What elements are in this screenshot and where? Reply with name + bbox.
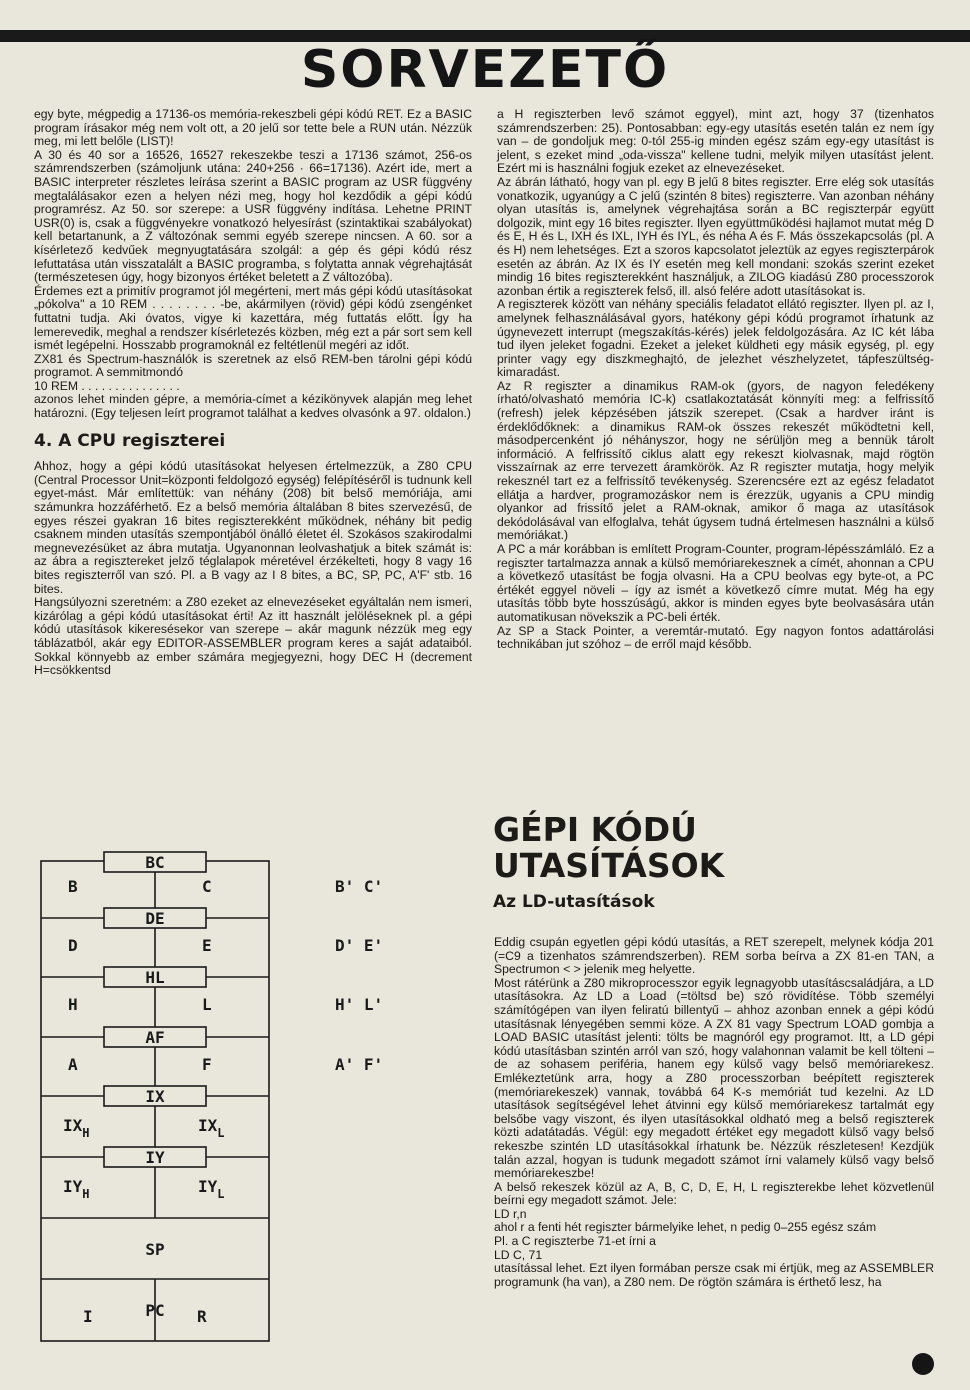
paragraph: Eddig csupán egyetlen gépi kódú utasítás, a RET szerepelt, melynek kódja 201 (=C9 a tizenhatos számrendszerben). REM sorba beírva a ZX 81-en TAN, a Spectrumon < > jelenik meg helyette. bbox=[494, 935, 934, 977]
pair-label: HL bbox=[145, 968, 165, 987]
register-iyl: $IY_L$ bbox=[198, 1177, 225, 1201]
paragraph: a H regiszterben levő számot eggyel), mint azt, hogy 37 (tizenhatos számrendszerben: 25). Pontosabban: egy-egy utasítás esetén talán ez nem így van – de gondoljuk meg: 0-tól 255-ig minden egész szám egy-egy utasítást is jelent, s ezeket mind „oda-vissza" kellene tudni, melyik milyen utasítást jelent. Ezért mi is használni fogjuk ezeket az elnevezéseket. bbox=[497, 107, 934, 176]
paragraph: 10 REM . . . . . . . . . . . . . . . bbox=[34, 378, 180, 393]
pair-label: AF bbox=[145, 1028, 165, 1047]
register-sp: SP bbox=[145, 1240, 165, 1259]
pair-label: IY bbox=[145, 1148, 165, 1167]
register-i: I bbox=[83, 1307, 93, 1326]
paragraph: Most rátérünk a Z80 mikroprocesszor egyik legnagyobb utasításcsaládjára, a LD utasításokra. Az LD a Load (=töltsd be) szó rövidítése. Több személyi számítógépen van ilyen feliratú billentyű – ahhoz azonban ennek a gépi kódú utasításnak lényegében semmi köze. A ZX 81 vagy Spectrum LOAD gombja a LOAD BASIC utasítást jelenti: tölts be magnóról egy programot. Itt, a LD gépi kódú utasításban szintén arról van szó, hogy valahonnan valamit be kell tölteni – de az sohasem periféria, hanem egy külső vagy belső memóriarekesz. Emlékeztetünk arra, hogy a Z80 processzorban beépített regiszterek (memóriarekeszek) vannak, továbbá 64 K-s memóriát tud kezelni. Az LD utasítások segítségével lehet átvinni egy külső memóriarekesz tartalmát egy belsőbe vagy viszont, és ilyen utasításokkal oldható meg a belső regiszterek közti adatátadás. Végül: egy megadott értéket egy megadott külső vagy belső rekeszbe szintén LD utasításokkal írhatunk be. Nézzük részletesen! Kezdjük talán azzal, hogyan is tudunk megadott számot írni valamely külső vagy belső memóriarekeszbe! bbox=[494, 975, 934, 1181]
paragraph: Pl. a C regiszterbe 71-et írni a bbox=[494, 1234, 656, 1249]
register-b: B bbox=[68, 877, 78, 896]
register-d: D bbox=[68, 936, 78, 955]
register-pc: PC bbox=[145, 1301, 165, 1320]
register-d-alt: D' E' bbox=[335, 936, 384, 955]
paragraph: A regiszterek között van néhány speciális feladatot ellátó regiszter. Ilyen pl. az I, amelynek felhasználásával gyors, hatékony gépi kódú programot írhatunk az úgynevezett interrupt (megszakítás-kérés) jelek feldolgozására. Az IC két lába tud ilyen jeleket fogadni. Ezeket a jeleket küldheti egy másik egység, pl. egy printer vagy egy diszkmeghajtó, de jelezhet vészhelyzetet, tápfeszültség-kimaradást. bbox=[497, 297, 934, 380]
section-heading: 4. A CPU regiszterei bbox=[34, 430, 226, 451]
right-column bbox=[497, 108, 934, 652]
paragraph: Hangsúlyozni szeretném: a Z80 ezeket az elnevezéseket egyáltalán nem ismeri, kizárólag a gépi kódú utasításokat érti! Az itt használt jelöléseknek pl. a gépi kódú utasítások kikeresésekor van szerepe – akár magunk nézzük meg egy táblázatból, akár egy EDITOR-ASSEMBLER program keres a saját adataiból. Sokkal könnyebb az ember számára megjegyezni, hogy DEC H (decrement H=csökkentsd bbox=[34, 595, 472, 678]
register-a: A bbox=[68, 1055, 78, 1074]
paragraph: egy byte, mégpedig a 17136-os memória-rekeszbeli gépi kódú RET. Ez a BASIC program írásakor még nem volt ott, a 20 jelű sor tette bele a RUN után. Nézzük meg, mi lett belőle (LIST)! bbox=[34, 107, 472, 149]
register-c: C bbox=[202, 877, 212, 896]
pair-label: BC bbox=[145, 853, 165, 872]
register-e: E bbox=[202, 936, 212, 955]
paragraph: ahol r a fenti hét regiszter bármelyike lehet, n pedig 0–255 egész szám bbox=[494, 1220, 877, 1235]
code-line: LD r,n bbox=[494, 1206, 527, 1221]
ld-section bbox=[494, 936, 934, 1289]
left-column bbox=[34, 108, 472, 678]
register-a-alt: A' F' bbox=[335, 1055, 384, 1074]
end-bullet bbox=[912, 1353, 934, 1375]
register-ixh: $IX_H$ bbox=[63, 1116, 90, 1140]
register-h: H bbox=[68, 995, 78, 1014]
pair-label: IX bbox=[145, 1087, 165, 1106]
paragraph: Ahhoz, hogy a gépi kódú utasításokat helyesen értelmezzük, a Z80 CPU (Central Processor Unit=központi feldolgozó egység) felépítéséről is tudnunk kell egyet-mást. Már említettük: van néhány (208) bit belső memóriája, ami számunkra hozzáférhető. Ez a belső memória általában 8 bites szervezésű, de egyes részei gyakran 16 bites regiszterekként működnek, néhány bit pedig csaknem minden utasítás szempontjából önálló életet él. Szokásos szakirodalmi megnevezésüket az ábra mutatja. Ugyanonnan leolvashatjuk a bitek számát is: az ábra a regisztereket jelző téglalapok méretével érzékelteti, hogy 8 vagy 16 bites regiszterről van szó. Pl. a B vagy az I 8 bites, a BC, SP, PC, A'F' stb. 16 bites. bbox=[34, 459, 472, 596]
register-r: R bbox=[197, 1307, 207, 1326]
code-line: LD C, 71 bbox=[494, 1247, 543, 1262]
paragraph: azonos lehet minden gépre, a memória-címet a kézikönyvek alapján meg lehet határozni. (Egy teljesen leírt programot találhat a kedves olvasónk a 97. oldalon.) bbox=[34, 392, 472, 421]
paragraph: Az R regiszter a dinamikus RAM-ok (gyors, de nagyon feledékeny írható/olvasható memória IC-k) csatlakoztatását könnyíti meg: a felfrissítő (refresh) jelek képzésében játszik szerepet. (Csak a hardver iránt is érdeklődőknek: a dinamikus RAM-ok összes rekeszét működtetni kell, másodpercenként jó néhányszor, hogy ne sérüljön meg a bennük tárolt információ. A felfrissítő ciklus alatt egy rekeszt kiolvasnak, majd rögtön visszaírnak az erre tervezett áramkörök. Az R regiszter mutatja, hogy melyik rekesznél tart ez a felfrissítő tevékenység. Szerencsére ezt az egész feladatot ellátja a hardver, programozáskor nem is érezzük, ugyanis a CPU mindig olyankor ad frissítő jelet a RAM-oknak, amikor ő maga az utasítások dekódolásával van elfoglalva, tehát úgysem tudná értelmesen használni a külső memóriákat.) bbox=[497, 378, 934, 543]
pair-label: DE bbox=[145, 909, 165, 928]
paragraph: Az SP a Stack Pointer, a veremtár-mutató. Egy nagyon fontos adattárolási technikában jut szóhoz – de erről majd később. bbox=[497, 623, 934, 652]
paragraph: utasítással lehet. Ezt ilyen formában persze csak mi értjük, meg az ASSEMBLER programunk (ha van), a Z80 nem. De rögtön számára is érthető lesz, ha bbox=[494, 1261, 934, 1289]
paragraph: A belső rekeszek közül az A, B, C, D, E, H, L regiszterekbe lehet közvetlenül beírni egy megadott számot. Jele: bbox=[494, 1179, 934, 1208]
paragraph: ZX81 és Spectrum-használók is szeretnek az első REM-ben tárolni gépi kódú programot. A semmitmondó bbox=[34, 351, 472, 380]
article-subtitle: Az LD-utasítások bbox=[493, 892, 655, 912]
register-iyh: $IY_H$ bbox=[63, 1177, 90, 1201]
cpu-register-diagram bbox=[35, 847, 475, 1347]
register-f: F bbox=[202, 1055, 212, 1074]
register-h-alt: H' L' bbox=[335, 995, 384, 1014]
paragraph: A 30 és 40 sor a 16526, 16527 rekeszekbe teszi a 17136 számot, 256-os számrendszerben (számoljunk utána: 240+256 · 66=17136). Azért ide, mert a BASIC interpreter részletes leírása szerint a BASIC program az USR függvény megtalálásakor ezen a helyen nézi meg, hogy hol kezdődik a gépi kódú programrész. Az 50. sor szerepe: a USR függvény indítása. Lehetne PRINT USR(0) is, csak a függvényekre vonatkozó helyesírást (szintaktikai szabályokat) kell betartanunk, a Z változónak semmi egyéb szerepe nincsen. A 60. sor a kísérletező kedvűek megnyugtatására szolgál: a gép és gépi kódú rész lefuttatása után visszatalált a BASIC programba, s folytatta annak végrehajtását (természetesen úgy, hogy bizonyos értéket beletett a Z változóba). bbox=[34, 147, 472, 285]
paragraph: A PC a már korábban is említett Program-Counter, program-lépésszámláló. Ez a regiszter tartalmazza annak a külső memóriarekesznek a címét, ahonnan a CPU a következő utasítást be fogja olvasni. Ha a CPU beolvas egy byte-ot, a PC értékét eggyel növeli – így az ismét a következő címre mutat. Még ha egy utasítás több byte hosszúságú, akkor is minden egyes byte beolvasására után automatikusan növekszik a PC-beli érték. bbox=[497, 542, 934, 624]
register-l: L bbox=[202, 995, 212, 1014]
paragraph: Az ábrán látható, hogy van pl. egy B jelű 8 bites regiszter. Erre elég sok utasítás vonatkozik, ugyanúgy a C jelű (szintén 8 bites) regiszterre. Van azonban néhány olyan utasítás is, amelynek végrehajtása során a BC regiszterpár együtt dolgozik, mint egy 16 bites regiszter. Ilyen együttműködési hajlamot mutat még D és E, H és L, IXH és IXL, IYH és IYL, és néha A és F. Más összekapcsolás (pl. A és H) nem lehetséges. Ezt a szoros kapcsolatot jeleztük az egyes regiszterpárok esetén az ábrán. Az IX és IY esetén meg kell mondani: szokás szerint ezeket mindig 16 bites regiszterekként használjuk, a ZILOG kiadású Z80 processzorok azonban értik a regiszterek felső, ill. alsó felére adott utasításokat is. bbox=[497, 174, 934, 298]
register-ixl: $IX_L$ bbox=[198, 1116, 225, 1140]
article-title: GÉPI KÓDÚ UTASÍTÁSOK bbox=[493, 810, 725, 885]
page-title: SORVEZETŐ bbox=[300, 40, 670, 100]
paragraph: Érdemes ezt a primitív programot jól megérteni, mert más gépi kódú utasításokat „pókolva" a 10 REM . . . . . . . . -be, akármilyen (rövid) gépi kódú zsengénket futtatni tudja. Aki óvatos, vigye ki kazettára, még futtatás előtt. Így ha lemerevedik, meghal a rendszer kísérletezés közben, még ezt a pár sort sem kell ismét legépelni. Hosszabb programoknál ez feltétlenül megéri az időt. bbox=[34, 283, 472, 353]
register-b-alt: B' C' bbox=[335, 877, 384, 896]
